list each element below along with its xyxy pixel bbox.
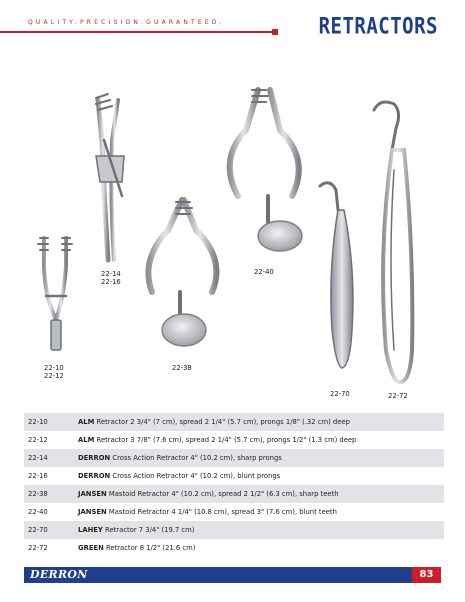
item-code: 22-10 [24,413,74,431]
table-row [24,521,444,539]
tagline-rule-end [272,29,278,35]
label-22-12: 22-12 [44,372,64,380]
tagline: QUALITY.PRECISION.GUARANTEED. [28,19,225,26]
jansen-large-retractor-image [230,90,302,251]
item-code: 22-40 [28,508,48,516]
item-description [74,539,444,557]
item-code: 22-38 [24,485,74,503]
derron-retractor-image [96,94,124,260]
item-name: GREEN [78,544,104,552]
item-name: ALM [78,436,95,444]
item-name: JANSEN [78,508,107,516]
green-retractor-image [374,102,412,382]
item-description [74,503,444,521]
table-row [24,539,444,557]
item-description [74,413,444,431]
item-detail: Cross Action Retractor 4" (10.2 cm), sharp prongs [112,454,282,462]
label-22-10: 22-10 [44,364,64,372]
item-code: 22-70 [24,521,74,539]
item-detail: Cross Action Retractor 4" (10.2 cm), blunt prongs [112,472,281,480]
item-description [74,521,444,539]
product-table [24,413,444,557]
lahey-retractor-image [320,183,353,368]
table-row [24,503,444,521]
label-22-40: 22-40 [254,268,274,276]
item-code: 22-12 [28,436,48,444]
label-22-16: 22-16 [101,278,121,286]
label-22-70: 22-70 [330,390,350,398]
instruments-illustration [0,70,465,410]
table-row [24,413,444,431]
item-name: DERRON [78,472,111,480]
item-code: 22-16 [28,472,48,480]
item-detail: Retractor 2 3/4" (7 cm), spread 2 1/4" (5.7 cm), prongs 1/8" (.32 cm) deep [96,418,350,426]
item-description [74,449,444,467]
item-detail: Retractor 7 3/4" (19.7 cm) [105,526,195,534]
table-row [24,449,444,467]
item-detail: Mastoid Retractor 4 1/4" (10.8 cm), spread 3" (7.6 cm), blunt teeth [108,508,337,516]
table-row [24,467,444,485]
item-detail: Retractor 8 1/2" (21.6 cm) [105,544,196,552]
brand-logo: DERRON [30,568,88,581]
label-22-14: 22-14 [101,270,121,278]
jansen-small-retractor-image [148,200,216,346]
item-detail: Mastoid Retractor 4" (10.2 cm), spread 2 1/2" (6.3 cm), sharp teeth [108,490,339,498]
page-title: RETRACTORS [318,14,438,40]
product-figure [0,70,465,410]
item-name: DERRON [78,454,111,462]
label-22-38: 22-38 [172,364,192,372]
alm-retractor-image [38,238,72,350]
label-22-72: 22-72 [388,392,408,400]
table-row [24,431,444,449]
item-name: LAHEY [78,526,103,534]
item-code: 22-72 [28,544,48,552]
table-row [24,485,444,503]
tagline-rule [0,31,272,33]
item-name: ALM [78,418,95,426]
item-code: 22-14 [24,449,74,467]
page-number: 83 [412,567,441,583]
item-description [74,431,444,449]
item-description [74,467,444,485]
item-detail: Retractor 3 7/8" (7.6 cm), spread 2 1/4" (5.7 cm), prongs 1/2" (1.3 cm) deep [96,436,357,444]
item-name: JANSEN [78,490,107,498]
item-description [74,485,444,503]
